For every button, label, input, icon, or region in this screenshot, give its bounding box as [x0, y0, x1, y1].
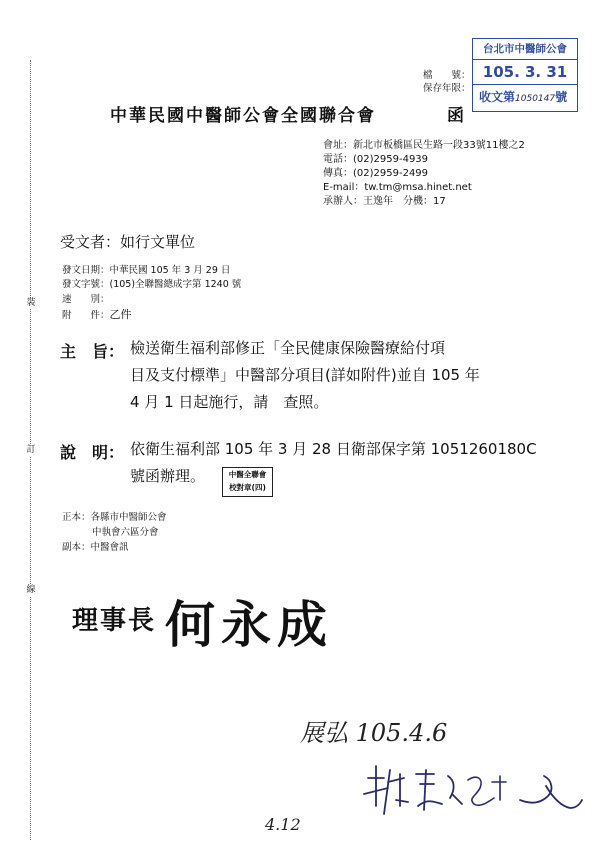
contact-address: 會址：新北市板橋區民生路一段33號11樓之2: [323, 140, 525, 151]
proofreading-seal: [222, 467, 273, 497]
explanation-text: [130, 436, 537, 490]
number-line: 發文字號：(105)全聯醫總成字第 1240 號: [62, 279, 242, 290]
distribution-block: [62, 510, 167, 555]
speed-line: 速 別：: [62, 294, 110, 305]
date-line: 發文日期：中華民國 105 年 3 月 29 日: [62, 265, 231, 276]
handwritten-note-2: 4.12: [265, 815, 301, 834]
stamp-date: 105. 3. 31: [473, 60, 577, 85]
binding-margin: [27, 60, 35, 840]
file-number-label: 檔 號：: [423, 70, 471, 81]
main-recipients: [62, 510, 167, 525]
contact-handler: 承辦人：王逸年 分機：17: [323, 196, 446, 207]
receipt-stamp: [472, 38, 578, 112]
subject-label: 主 旨：: [60, 342, 125, 361]
subject-line-2: 目及支付標準」中醫部分項目(詳如附件)並自 105 年: [130, 366, 480, 384]
contact-fax: 傳真：(02)2959-2499: [323, 168, 429, 179]
copy-label: 副本：: [62, 542, 91, 553]
main-item-1: 各縣市中醫師公會: [90, 512, 167, 523]
subject-line-3: 4 月 1 日起施行，請 查照。: [130, 393, 329, 411]
copy-recipients: [62, 540, 167, 555]
handwritten-signature: [360, 760, 590, 830]
main-item-2: 中執會六區分會: [92, 527, 159, 538]
attachment-line: [62, 306, 132, 322]
stamp-received-number: 1050147: [515, 94, 556, 104]
subject-line-1: 檢送衛生福利部修正「全民健康保險醫療給付項: [130, 339, 446, 357]
binding-mark-staple: 訂: [26, 445, 36, 455]
stamp-received: [473, 85, 583, 109]
retention-label: 保存年限：: [423, 83, 471, 94]
seal-line-1: 中醫全聯會: [228, 470, 267, 479]
attachment-label: 附 件：: [62, 310, 110, 321]
binding-mark-line: 線: [26, 585, 36, 595]
seal-line-2: 校對章(四): [229, 483, 266, 492]
main-label: 正本：: [62, 512, 91, 523]
stamp-received-suffix: 號: [555, 90, 568, 104]
explanation-label: 說 明：: [60, 443, 125, 462]
org-title: 中華民國中醫師公會全國聯合會: [110, 106, 376, 126]
contact-phone: 電話：(02)2959-4939: [323, 154, 429, 165]
recipient: 受文者：如行文單位: [60, 233, 196, 251]
binding-mark-bind: 裝: [26, 298, 36, 308]
chairman-title: 理事長: [72, 606, 157, 636]
contact-email: E-mail：tw.tm@msa.hinet.net: [323, 182, 472, 193]
subject-text: [130, 335, 480, 416]
copy-item-1: 中醫會訊: [90, 542, 129, 553]
stamp-org: 台北市中醫師公會: [473, 39, 577, 60]
handwritten-note-1: 展弘 105.4.6: [300, 719, 448, 747]
attachment-value: 乙件: [109, 308, 132, 321]
contact-block: [323, 139, 525, 209]
explanation-line-1: 依衛生福利部 105 年 3 月 28 日衛部保字第 1051260180C: [130, 440, 537, 458]
explanation-line-2: 號函辦理。: [130, 467, 206, 485]
chairman-name: 何永成: [165, 595, 333, 654]
stamp-received-label: 收文第: [479, 90, 516, 104]
doc-type: 函: [447, 106, 466, 126]
